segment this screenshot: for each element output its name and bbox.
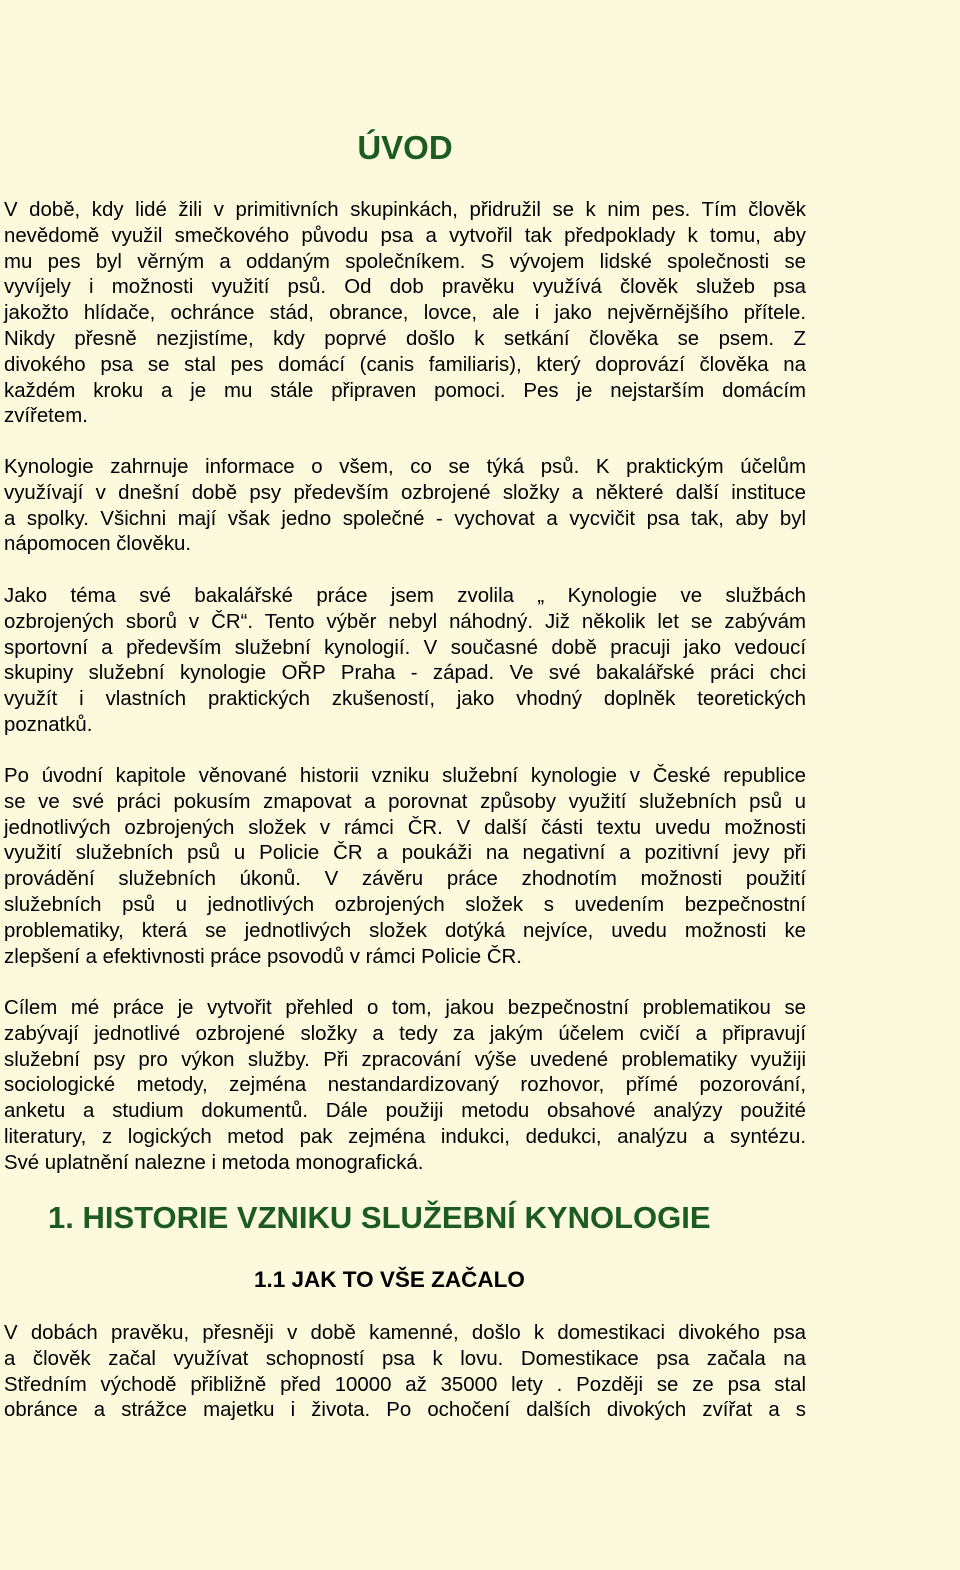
- text-line: jednotlivých ozbrojených složek v rámci ČR. V další části textu uvedu možnosti: [4, 816, 806, 839]
- page-title: ÚVOD: [357, 129, 453, 166]
- text-line: divokého psa se stal pes domácí (canis familiaris), který doprovází člověka na: [4, 353, 806, 376]
- text-line: literatury, z logických metod pak zejména indukci, dedukci, analýzu a syntézu.: [4, 1125, 806, 1148]
- text-line: poznatků.: [4, 713, 93, 736]
- text-line: a člověk začal využívat schopností psa k lovu. Domestikace psa začala na: [4, 1347, 806, 1370]
- text-line: služebních psů u jednotlivých ozbrojených složek s uvedením bezpečnostní: [4, 893, 806, 916]
- paragraph-goal: [4, 996, 806, 1177]
- text-line: nevědomě využil smečkového původu psa a vytvořil tak předpoklady k tomu, aby: [4, 224, 806, 247]
- text-line: mu pes byl věrným a oddaným společníkem. S vývojem lidské společnosti se: [4, 250, 806, 273]
- text-line: ozbrojených sborů v ČR“. Tento výběr nebyl náhodný. Již několik let se zabývám: [4, 610, 806, 633]
- text-line: skupiny služební kynologie OŘP Praha - západ. Ve své bakalářské práci chci: [4, 662, 806, 685]
- paragraph-intro: [4, 198, 806, 430]
- text-line: služební psy pro výkon služby. Při zpracování výše uvedené problematiky využiji: [4, 1048, 806, 1071]
- text-line: anketu a studium dokumentů. Dále použiji metodu obsahové analýzy použité: [4, 1100, 806, 1123]
- text-line: obránce a strážce majetku i života. Po ochočení dalších divokých zvířat a s: [4, 1399, 806, 1422]
- text-line: Své uplatnění nalezne i metoda monografická.: [4, 1151, 424, 1174]
- text-line: nápomocen člověku.: [4, 533, 192, 556]
- text-line: V dobách pravěku, přesněji v době kamenné, došlo k domestikaci divokého psa: [4, 1322, 806, 1344]
- text-line: využití služebních psů u Policie ČR a poukáži na negativní a pozitivní jevy při: [4, 842, 806, 865]
- text-line: sportovní a především služební kynologií. V současné době pracuji jako vedoucí: [4, 636, 806, 659]
- text-line: sociologické metody, zejména nestandardizovaný rozhovor, přímé pozorování,: [4, 1074, 806, 1097]
- text-line: Nikdy přesně nezjistíme, kdy poprvé došlo k setkání člověka se psem. Z: [4, 327, 806, 350]
- text-line: problematiky, která se jednotlivých složek dotýká nejvíce, uvedu možnosti ke: [4, 919, 806, 942]
- text-line: Jako téma své bakalářské práce jsem zvolila „ Kynologie ve službách: [4, 585, 806, 607]
- text-line: Kynologie zahrnuje informace o všem, co se týká psů. K praktickým účelům: [4, 456, 806, 478]
- text-line: jakožto hlídače, ochránce stád, obrance, lovce, ale i jako nejvěrnějšího přítele.: [4, 302, 806, 325]
- section-heading: 1.1 JAK TO VŠE ZAČALO: [254, 1267, 525, 1292]
- text-line: každém kroku a je mu stále připraven pomoci. Pes je nejstarším domácím: [4, 379, 806, 402]
- chapter-heading: 1. HISTORIE VZNIKU SLUŽEBNÍ KYNOLOGIE: [48, 1200, 711, 1235]
- text-line: V době, kdy lidé žili v primitivních skupinkách, přidružil se k nim pes. Tím člověk: [4, 199, 806, 221]
- text-line: se ve své práci pokusím zmapovat a porovnat způsoby využití služebních psů u: [4, 790, 806, 813]
- text-line: zvířetem.: [4, 405, 88, 428]
- text-line: Cílem mé práce je vytvořit přehled o tom, jakou bezpečnostní problematikou se: [4, 997, 806, 1019]
- text-line: využít i vlastních praktických zkušeností, jako vhodný doplněk teoretických: [4, 688, 806, 711]
- text-line: provádění služebních úkonů. V závěru práce zhodnotím možnosti použití: [4, 868, 806, 891]
- text-line: zabývají jednotlivé ozbrojené složky a tedy za jakým účelem cvičí a připravují: [4, 1022, 806, 1045]
- paragraph-structure: [4, 764, 806, 970]
- text-line: Středním východě přibližně před 10000 až 35000 lety . Později se ze psa stal: [4, 1373, 806, 1396]
- text-line: zlepšení a efektivnosti práce psovodů v rámci Policie ČR.: [4, 945, 522, 968]
- text-line: vyvíjely i možnosti využití psů. Od dob pravěku využívá člověk služeb psa: [4, 276, 806, 299]
- paragraph-topic: [4, 584, 806, 739]
- text-line: využívají v dnešní době psy především ozbrojené složky a některé další instituce: [4, 481, 806, 504]
- paragraph-kynologie: [4, 455, 806, 558]
- text-line: a spolky. Všichni mají však jedno společné - vychovat a vycvičit psa tak, aby byl: [4, 507, 806, 530]
- text-line: Po úvodní kapitole věnované historii vzniku služební kynologie v České republice: [4, 765, 806, 787]
- paragraph-section: [4, 1321, 806, 1424]
